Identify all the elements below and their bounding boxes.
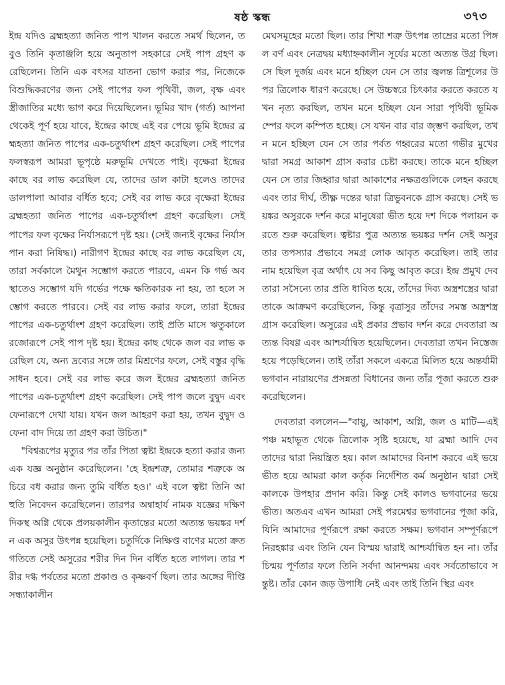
column-divider xyxy=(253,30,254,670)
left-column xyxy=(9,28,245,606)
paragraph: ইন্দ্র যদিও ব্রহ্মহত্যা জনিত পাপ খালন করতে সমর্থ ছিলেন, তবুও তিনি কৃতাঞ্জলি হয়ে অনুতাপ সহকারে সেই পাপ গ্রহণ করেছিলেন। তিনি এক বৎসর যাতনা ভোগ করার পর, নিজেকে বিশুদ্ধিকরণের জন্য সেই পাপের ফল পৃথিবী, জল, বৃক্ষ এবং স্ত্রীজাতির মধ্যে ভাগ করে দিয়েছিলেন। ভূমির খাদ (গর্ত) আপনা থেকেই পূর্ণ হয়ে যাবে, ইন্দ্রের কাছে এই বর পেয়ে ভূমি ইন্দ্রের ব্রহ্মহত্যা জনিত পাপের এক-চতুর্থাংশ গ্রহণ করেছিল। সেই পাপের ফলস্বরূপ আমরা ভূপৃষ্ঠে মরুভূমি দেখতে পাই। বৃক্ষেরা ইন্দ্রের কাছে বর লাভ করেছিল যে, তাদের ডাল কাটা হলেও তাদের ডালপালা আবার বর্ধিত হবে; সেই বর লাভ করে বৃক্ষেরা ইন্দ্রের ব্রহ্মহত্যা জনিত পাপের এক-চতুর্থাংশ গ্রহণ করেছিল। সেই পাপের ফল বৃক্ষের নির্যাসরূপে দৃষ্ট হয়। (সেই জন্যই বৃক্ষের নির্যাস পান করা নিষিদ্ধ।) নারীগণ ইন্দ্রের কাছে বর লাভ করেছিল যে, তারা সর্বকালে মৈথুন সম্ভোগ করতে পারবে, এমন কি গর্ভ অবস্থাতেও সম্ভোগ যদি গর্ভের পক্ষে ক্ষতিকারক না হয়, তা হলে সম্ভোগ করতে পারবে। সেই বর লাভ করার ফলে, তারা ইন্দ্রের পাপের এক-চতুর্থাংশ গ্রহণ করেছিল। তাই প্রতি মাসে ঋতুকালে রজোরূপে সেই পাপ দৃষ্ট হয়। ইন্দ্রের কাছ থেকে জল বর লাভ করেছিল যে, অন্য দ্রব্যের সঙ্গে তার মিশ্রণের ফলে, সেই বস্তুর বৃদ্ধি সাধন হবে। সেই বর লাভ করে জল ইন্দ্রের ব্রহ্মহত্যা জনিত পাপের এক-চতুর্থাংশ গ্রহণ করেছিল। সেই পাপ জলে বুদ্বুদ এবং ফেনারূপে দেখা যায়। যখন জল আহরণ করা হয়, তখন বুদ্বুদ ও ফেনা বাদ দিয়ে তা গ্রহণ করা উচিত।" xyxy=(9,31,245,440)
paragraph: মেঘসমূহের মতো ছিল। তার শিখা শত্রু উৎপন্ন তাম্রের মতো পিঙ্গল বর্ণ এবং নেত্রদ্বয় মধ্যাহ্নকালীন সূর্যের মতো অত্যন্ত উগ্র ছিল। সে ছিল দুর্জয় এবং মনে হচ্ছিল যেন সে তার জ্বলন্ত ত্রিশূলের উপর ত্রিলোক ধারণ করেছে। সে উচ্চস্বরে চিৎকার করতে করতে যখন নৃত্য করছিল, তখন মনে হচ্ছিল যেন সারা পৃথিবী ভূমিকম্পের ফলে কম্পিত হচ্ছে। সে যখন বার বার জৃম্ভণ করছিল, তখন মনে হচ্ছিল যেন সে তার পর্বত গহ্বরের মতো গভীর মুখের দ্বারা সমগ্র আকাশ গ্রাস করার চেষ্টা করছে। তাকে মনে হচ্ছিল যেন সে তার জিহ্বার দ্বারা আকাশের নক্ষত্রগুলিকে লেহন করছে এবং তার দীর্ঘ, তীক্ষ্ণ দন্তের দ্বারা ত্রিভুবনকে গ্রাস করছে। সেই ভয়ঙ্কর অসুরকে দর্শন করে মানুষেরা ভীত হয়ে দশ দিকে পলায়ন করতে শুরু করেছিল। ত্বষ্টার পুত্র অত্যন্ত ভয়ঙ্কর দর্শন সেই অসুর তার তপস্যার প্রভাবে সমগ্র লোক আবৃত করেছিল। তাই তার নাম হয়েছিল বৃত্র অর্থাৎ যে সব কিছু আবৃত করে। ইন্দ্র প্রমুখ দেবতারা সসৈন্যে তার প্রতি ধাবিত হয়ে, তাঁদের দিব্য অস্ত্রশস্ত্রের দ্বারা তাকে আক্রমণ করেছিলেন, কিন্তু বৃত্রাসুর তাঁদের সমস্ত অস্ত্রশস্ত্র গ্রাস করেছিল। অসুরের এই প্রকার প্রভাব দর্শন করে দেবতারা অত্যন্ত বিষণ্ণ এবং আশ্চর্যান্বিত হয়েছিলেন। দেবতারা তখন নিস্তেজ হয়ে পড়েছিলেন। তাই তাঁরা সকলে একত্রে মিলিত হয়ে অন্তর্যামী ভগবান নারায়ণের প্রসন্নতা বিধানের জন্য তাঁর পূজা করতে শুরু করেছিলেন। xyxy=(262,31,498,403)
page-number: ৩৭৩ xyxy=(463,9,487,23)
paragraph: "বিশ্বরূপের মৃত্যুর পর তাঁর পিতা ত্বষ্টা ইন্দ্রকে হত্যা করার জন্য এক যজ্ঞ অনুষ্ঠান করেছিলেন। 'হে ইন্দ্রশত্রু, তোমার শত্রুকে অচিরে বধ করার জন্য তুমি বর্ধিত হও।' এই বলে ত্বষ্টা তিনি আহুতি নিবেদন করেছিলেন। তারপর অন্বাহার্য নামক যজ্ঞের দক্ষিণ দিকস্থ অগ্নি থেকে প্রলয়কালীন কৃতান্তের মতো অত্যন্ত ভয়ঙ্কর দর্শন এক অসুর উৎপন্ন হয়েছিল। চতুর্দিকে নিক্ষিপ্ত বাণের মতো ক্রত গতিতে সেই অসুরের শরীর দিন দিন বর্ধিত হতে লাগল। তার শরীর দগ্ধ পর্বতের মতো প্রকাণ্ড ও কৃষ্ণবর্ণ ছিল। তার অঙ্গের দীপ্তি সন্ধ্যাকালীন xyxy=(9,446,245,602)
running-title: ষষ্ঠ স্কন্ধ xyxy=(234,11,271,24)
paragraph: দেবতারা বললেন—"বায়ু, আকাশ, অগ্নি, জল ও মাটি—এই পঞ্চ মহাভূত থেকে ত্রিলোক সৃষ্টি হয়েছে, যা ব্রহ্মা আদি দেবতাদের দ্বারা নিয়ন্ত্রিত হয়। কাল আমাদের বিনাশ করবে এই ভয়ে ভীত হয়ে আমরা কাল কর্তৃক নির্দেশিত কর্ম অনুষ্ঠান দ্বারা সেই কালকে উপহার প্রদান করি। কিন্তু সেই কালও ভগবানের ভয়ে ভীত। অতএব এখন আমরা সেই পরমেশ্বর ভগবানের পূজা করি, যিনি আমাদের পূর্ণরূপে রক্ষা করতে সক্ষম। ভগবান সম্পূর্ণরূপে নিরহঙ্কার এবং তিনি যেন বিস্ময় দ্বারাই আশ্চর্যান্বিত হন না। তাঁর চিন্ময় পূর্ণতার ফলে তিনি সর্বদা আনন্দময় এবং সর্বতোভাবে সন্তুষ্ট। তাঁর কোন জড় উপাধি নেই এবং তাই তিনি স্থির এবং xyxy=(262,416,498,591)
right-column xyxy=(262,28,498,594)
page-header xyxy=(0,6,505,28)
